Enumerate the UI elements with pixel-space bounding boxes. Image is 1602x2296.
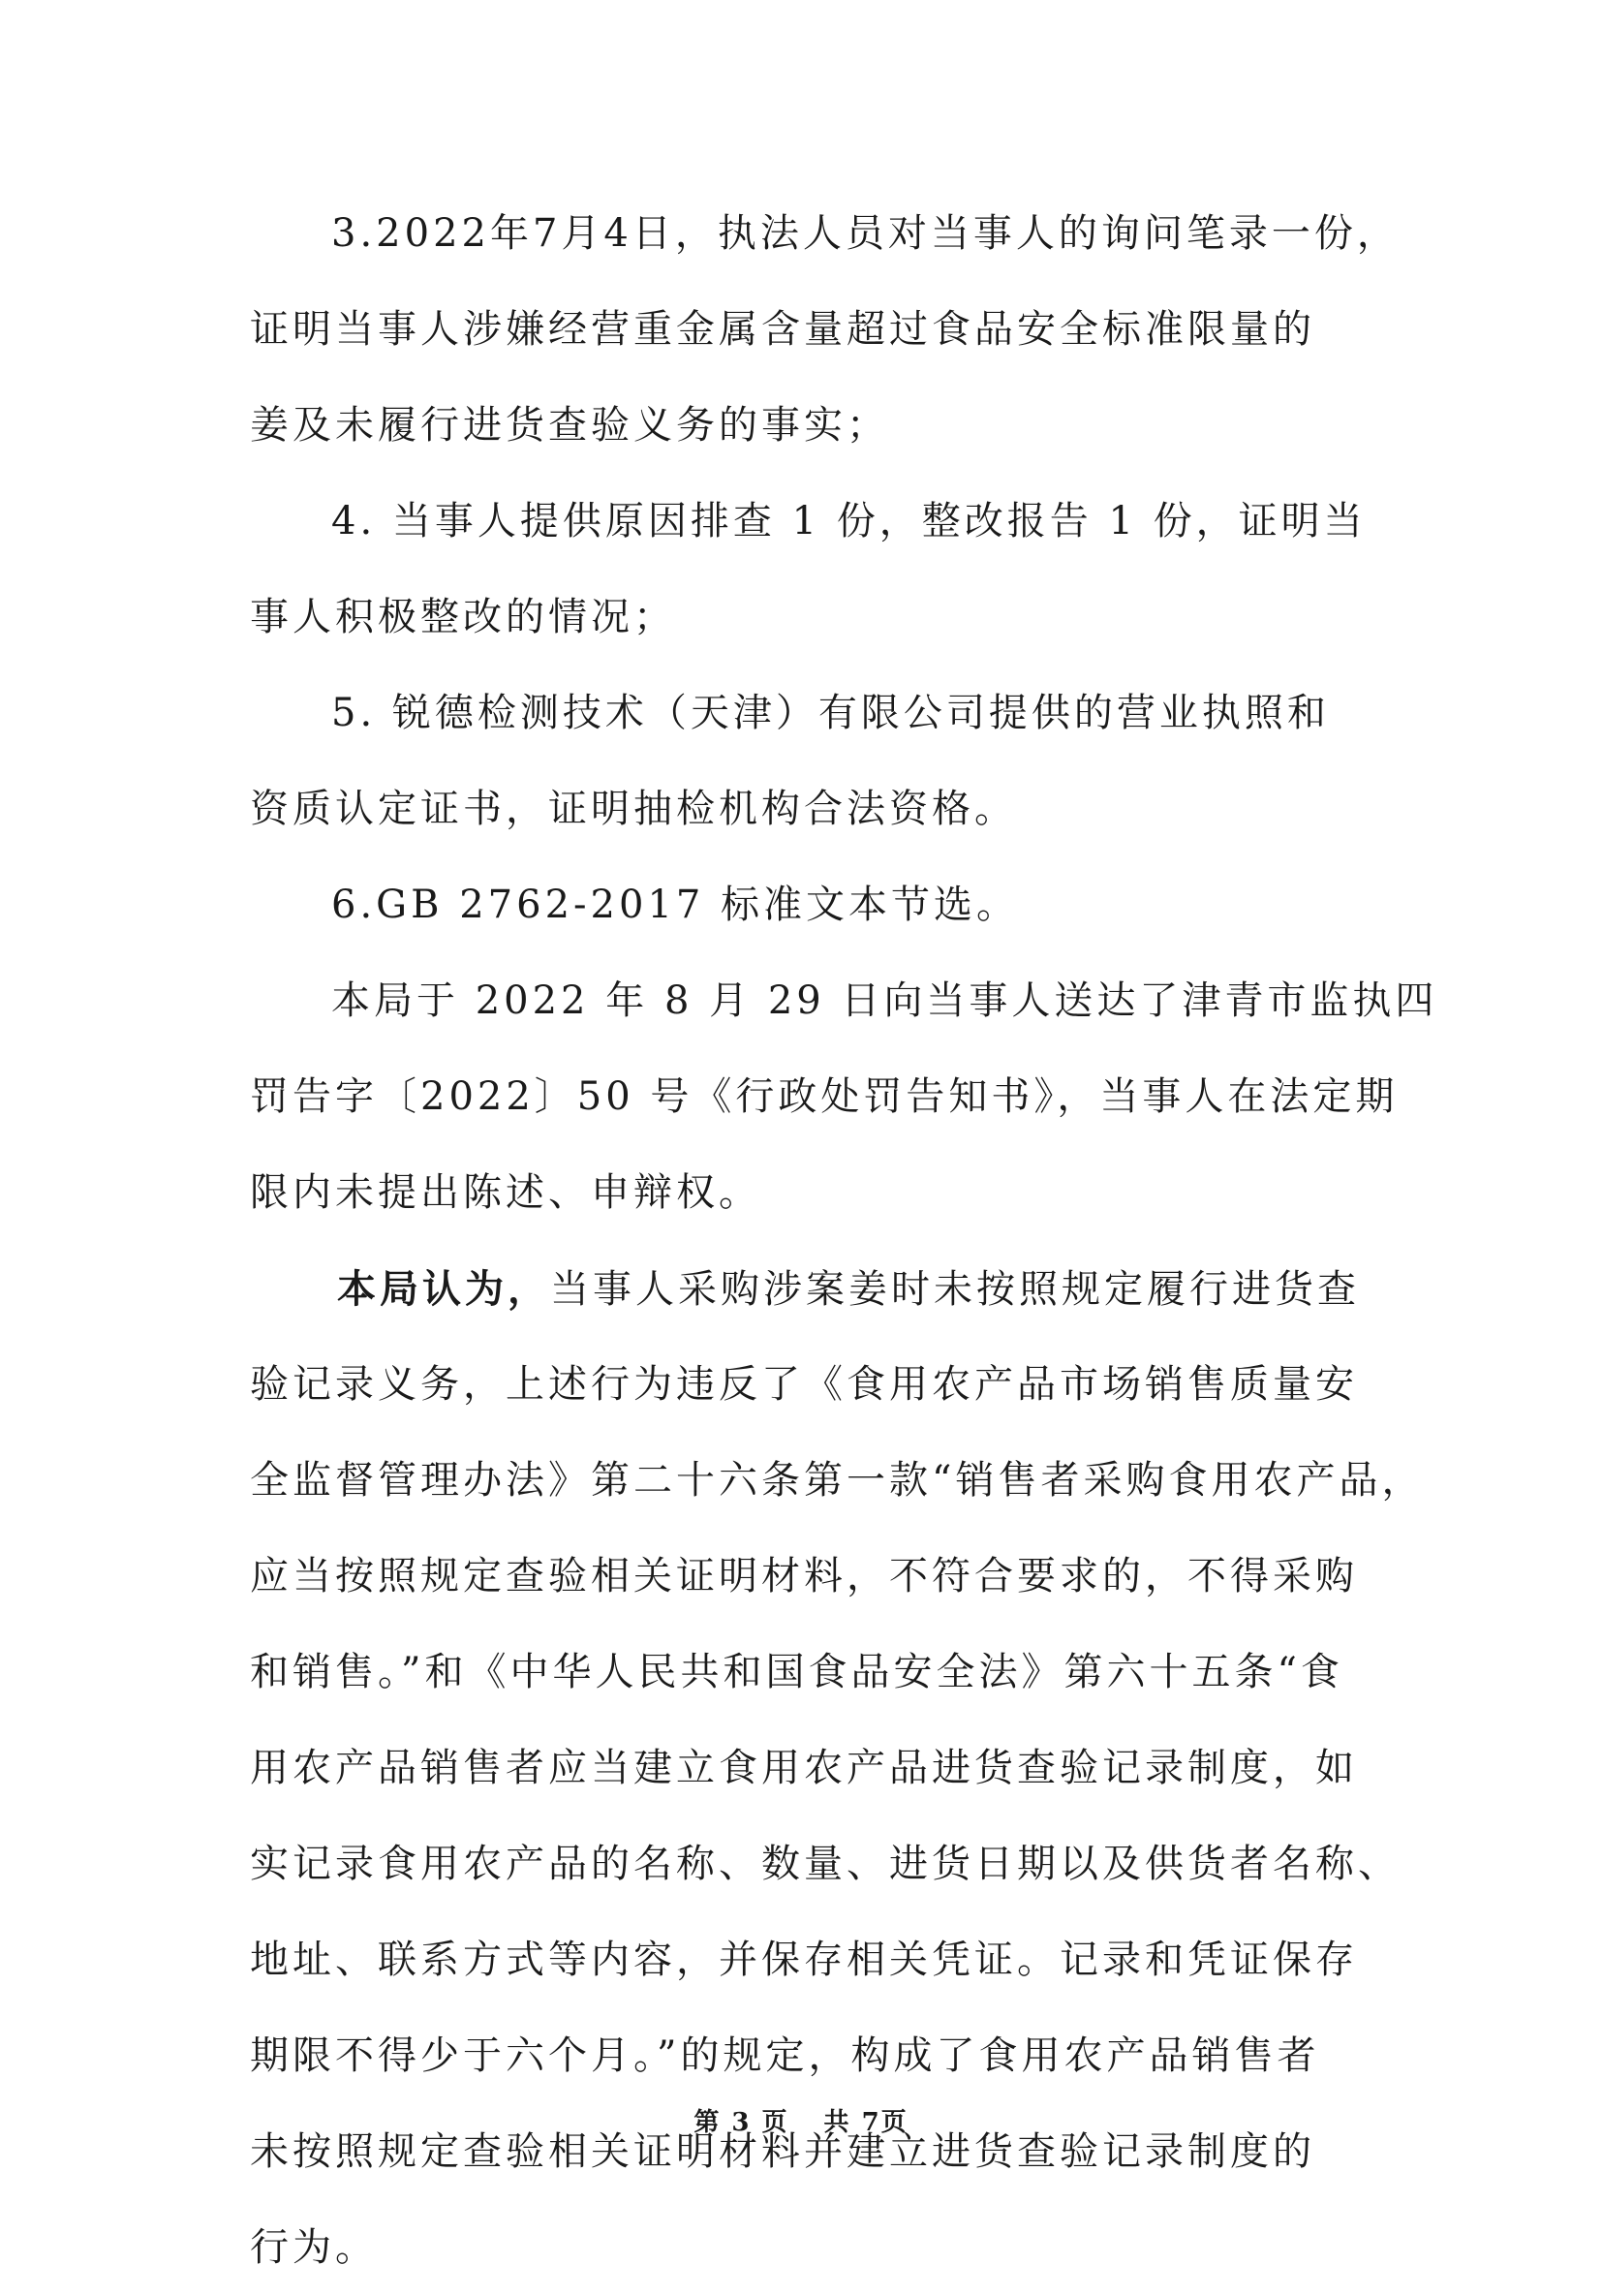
text-line: 4. 当事人提供原因排查 1 份，整改报告 1 份，证明当 xyxy=(331,499,1367,543)
text-line: 未按照规定查验相关证明材料并建立进货查验记录制度的 xyxy=(250,2129,1315,2174)
text-line: 事人积极整改的情况； xyxy=(250,595,676,639)
page-footer xyxy=(0,2102,1602,2138)
text-line: 全监督管理办法》第二十六条第一款“销售者采购食用农产品， xyxy=(250,1458,1425,1503)
page-number: 第 3 页 xyxy=(693,2108,789,2137)
conclusion-lead: 本局认为， xyxy=(337,1266,550,1312)
text-line: 3.2022年7月4日，执法人员对当事人的询问笔录一份， xyxy=(331,211,1400,256)
page-total: 共 7页 xyxy=(823,2108,909,2137)
text-line: 本局于 2022 年 8 月 29 日向当事人送达了津青市监执四 xyxy=(331,978,1438,1023)
text-line: 限内未提出陈述、申辩权。 xyxy=(250,1170,761,1215)
conclusion-text: 当事人采购涉案姜时未按照规定履行进货查 xyxy=(550,1267,1360,1312)
text-line: 地址、联系方式等内容，并保存相关凭证。记录和凭证保存 xyxy=(250,1938,1358,1982)
text-line: 5. 锐德检测技术（天津）有限公司提供的营业执照和 xyxy=(331,691,1330,735)
text-line: 罚告字〔2022〕50 号《行政处罚告知书》，当事人在法定期 xyxy=(250,1074,1399,1119)
text-line: 和销售。”和《中华人民共和国食品安全法》第六十五条“食 xyxy=(250,1650,1343,1694)
text-line: 行为。 xyxy=(250,2225,378,2270)
text-line: 实记录食用农产品的名称、数量、进货日期以及供货者名称、 xyxy=(250,1842,1401,1886)
text-line: 证明当事人涉嫌经营重金属含量超过食品安全标准限量的 xyxy=(250,307,1315,352)
text-line: 6.GB 2762-2017 标准文本节选。 xyxy=(331,883,1020,927)
text-line: 姜及未履行进货查验义务的事实； xyxy=(250,403,889,448)
text-line: 期限不得少于六个月。”的规定，构成了食用农产品销售者 xyxy=(250,2033,1320,2078)
text-line: 验记录义务，上述行为违反了《食用农产品市场销售质量安 xyxy=(250,1362,1358,1407)
text-line: 资质认定证书，证明抽检机构合法资格。 xyxy=(250,787,1017,831)
text-line: 用农产品销售者应当建立食用农产品进货查验记录制度，如 xyxy=(250,1746,1358,1790)
document-body xyxy=(250,186,1438,2296)
text-line: 应当按照规定查验相关证明材料，不符合要求的，不得采购 xyxy=(250,1554,1358,1598)
conclusion-line xyxy=(250,1241,1373,1337)
